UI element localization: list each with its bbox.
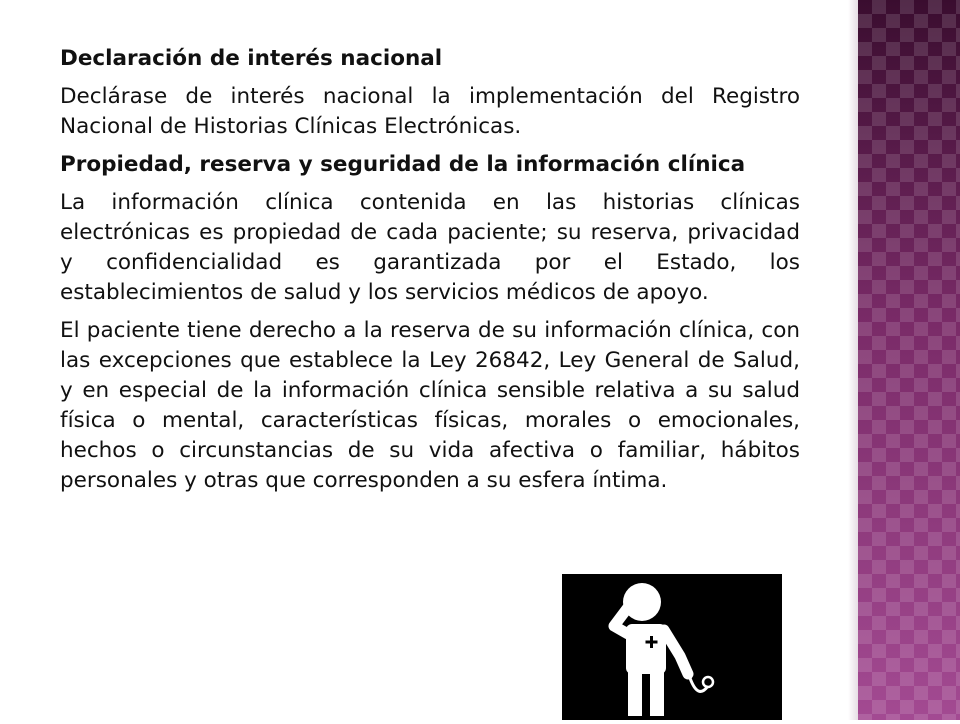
section-heading-propiedad: Propiedad, reserva y seguridad de la información clínica	[60, 152, 746, 177]
paragraph-declaracion: Declárase de interés nacional la implementación del Registro Nacional de Historias Clínicas Electrónicas.	[60, 84, 800, 139]
slide-body	[60, 44, 800, 504]
side-panel-edge	[848, 0, 858, 720]
paragraph-derecho-reserva: El paciente tiene derecho a la reserva de su información clínica, con las excepciones que establece la Ley 26842, Ley General de Salud, y en especial de la información clínica sensible relativa a su salud física o mental, características físicas, morales o emocionales, hechos o circunstancias de su vida afectiva o familiar, hábitos personales y otras que corresponden a su esfera íntima.	[60, 318, 800, 493]
paragraph-propiedad: La información clínica contenida en las historias clínicas electrónicas es propiedad de cada paciente; su reserva, privacidad y confidencialidad es garantizada por el Estado, los establecimientos de salud y los servicios médicos de apoyo.	[60, 190, 800, 305]
section-heading-declaracion: Declaración de interés nacional	[60, 46, 443, 71]
doctor-pictogram	[562, 574, 782, 720]
doctor-pictogram-icon	[562, 574, 782, 720]
decorative-side-panel	[858, 0, 960, 720]
